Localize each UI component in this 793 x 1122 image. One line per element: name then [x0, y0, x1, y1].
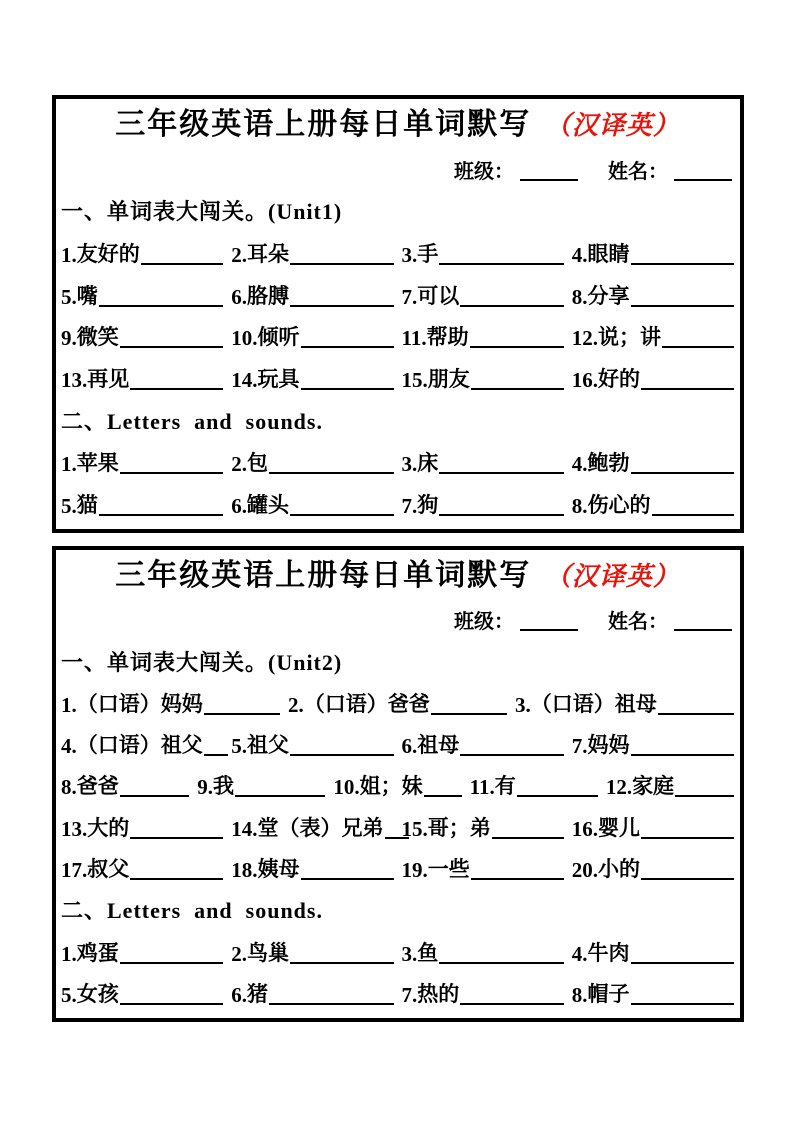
word-item	[61, 853, 223, 883]
answer-blank	[641, 835, 734, 839]
class-label: 班级：	[454, 160, 514, 183]
word-item	[61, 978, 223, 1008]
word-item	[402, 321, 564, 351]
item-number: 1.	[61, 941, 77, 966]
word-item	[61, 321, 223, 351]
item-number: 2.	[288, 692, 304, 717]
item-label: 床	[417, 451, 439, 476]
item-number: 12.	[605, 775, 633, 800]
word-item	[231, 489, 393, 519]
item-number: 9.	[197, 775, 213, 800]
item-label: （口语）祖父	[76, 733, 203, 758]
item-number: 7.	[401, 493, 418, 518]
word-row	[61, 688, 734, 718]
word-item	[333, 770, 461, 800]
item-label: 帽子	[587, 981, 630, 1006]
item-label: 家庭	[632, 774, 675, 799]
item-label: 朋友	[427, 366, 470, 391]
item-label: 苹果	[76, 451, 119, 476]
word-item	[231, 729, 393, 759]
section-heading: 一、单词表大闯关。(Unit2)	[61, 649, 343, 675]
item-label: 伤心的	[587, 492, 651, 517]
answer-blank	[301, 344, 394, 348]
item-label: 一些	[427, 857, 470, 882]
item-number: 14.	[231, 816, 258, 841]
answer-blank	[631, 261, 735, 265]
item-label: 好的	[598, 366, 640, 391]
answer-blank	[301, 386, 394, 390]
answer-blank	[99, 512, 224, 516]
word-item	[61, 937, 223, 967]
item-label: 包	[247, 451, 268, 476]
word-item	[197, 770, 325, 800]
item-number: 5.	[61, 493, 77, 518]
word-item	[606, 770, 734, 800]
item-label: 祖母	[417, 733, 460, 758]
item-label: 罐头	[247, 492, 289, 517]
answer-blank	[631, 1001, 735, 1005]
worksheet-title-line	[61, 558, 734, 594]
word-item	[61, 489, 223, 519]
worksheet	[52, 546, 744, 1022]
word-item	[61, 729, 223, 759]
item-label: 眼睛	[587, 241, 630, 266]
word-item	[402, 853, 564, 883]
item-number: 6.	[401, 734, 418, 759]
item-label: 鱼	[417, 940, 439, 965]
class-label: 班级：	[454, 611, 514, 634]
answer-blank	[130, 386, 223, 390]
item-number: 3.	[401, 941, 418, 966]
word-item	[402, 280, 564, 310]
item-label: 友好的	[76, 241, 140, 266]
answer-blank	[631, 470, 735, 474]
word-item	[402, 729, 564, 759]
item-label: （口语）祖母	[530, 691, 657, 716]
answer-blank	[439, 960, 564, 964]
item-number: 6.	[231, 982, 247, 1007]
word-item	[402, 447, 564, 477]
item-number: 4.	[571, 452, 588, 477]
answer-blank	[120, 1001, 224, 1005]
word-item	[572, 978, 734, 1008]
section-heading: 二、Letters and sounds.	[61, 408, 323, 434]
word-item	[61, 770, 189, 800]
item-number: 10.	[231, 326, 258, 351]
item-number: 2.	[231, 452, 247, 477]
item-label: 微笑	[76, 325, 119, 350]
name-label: 姓名：	[608, 160, 668, 183]
answer-blank	[120, 470, 224, 474]
item-label: 婴儿	[598, 815, 640, 840]
item-number: 16.	[571, 367, 598, 392]
word-item	[402, 363, 564, 393]
word-item	[572, 363, 734, 393]
word-item	[231, 853, 393, 883]
item-number: 3.	[401, 242, 418, 267]
word-item	[402, 489, 564, 519]
item-label: 哥；弟	[427, 815, 491, 840]
item-label: 耳朵	[247, 241, 289, 266]
answer-blank	[662, 344, 734, 348]
word-item	[231, 978, 393, 1008]
worksheet-title: 三年级英语上册每日单词默写	[115, 108, 532, 141]
answer-blank	[424, 793, 462, 797]
word-item	[231, 280, 393, 310]
item-label: 鸡蛋	[76, 940, 119, 965]
item-label: 大的	[87, 815, 130, 840]
word-item	[61, 447, 223, 477]
word-item	[402, 238, 564, 268]
item-label: 爸爸	[76, 774, 119, 799]
word-row	[61, 363, 734, 393]
word-item	[61, 363, 223, 393]
item-label: 可以	[417, 283, 460, 308]
section-heading: 二、Letters and sounds.	[61, 898, 323, 924]
item-label: （口语）妈妈	[76, 691, 203, 716]
word-row	[61, 853, 734, 883]
item-label: 堂（表）兄弟	[257, 815, 384, 840]
worksheet	[52, 95, 744, 533]
word-item	[231, 321, 393, 351]
answer-blank	[120, 344, 224, 348]
answer-blank	[652, 512, 735, 516]
word-item	[61, 280, 223, 310]
item-label: 倾听	[257, 325, 300, 350]
answer-blank	[141, 261, 224, 265]
item-number: 16.	[571, 816, 598, 841]
answer-blank	[290, 512, 394, 516]
answer-blank	[130, 876, 223, 880]
word-item	[572, 853, 734, 883]
word-row	[61, 812, 734, 842]
answer-blank	[204, 752, 228, 756]
item-number: 3.	[401, 452, 418, 477]
item-number: 3.	[515, 692, 531, 717]
word-item	[61, 812, 223, 842]
item-label: 胳膊	[247, 283, 289, 308]
word-row	[61, 937, 734, 967]
item-number: 6.	[231, 493, 247, 518]
item-label: 嘴	[76, 283, 98, 308]
answer-blank	[641, 386, 734, 390]
word-item	[572, 489, 734, 519]
item-number: 15.	[401, 816, 428, 841]
answer-blank	[290, 303, 394, 307]
name-label: 姓名：	[608, 611, 668, 634]
word-row	[61, 321, 734, 351]
item-number: 18.	[231, 858, 258, 883]
item-number: 11.	[401, 326, 427, 351]
name-blank	[674, 177, 732, 181]
word-item	[572, 321, 734, 351]
item-number: 7.	[571, 734, 588, 759]
item-number: 7.	[401, 284, 418, 309]
answer-blank	[471, 876, 564, 880]
answer-blank	[658, 711, 734, 715]
item-number: 8.	[61, 775, 77, 800]
class-blank	[520, 627, 578, 631]
answer-blank	[492, 835, 564, 839]
class-blank	[520, 177, 578, 181]
worksheet-subtitle: （汉译英）	[544, 562, 680, 591]
item-number: 5.	[61, 982, 77, 1007]
item-label: （口语）爸爸	[303, 691, 430, 716]
word-item	[231, 812, 393, 842]
section-heading: 一、单词表大闯关。(Unit1)	[61, 199, 343, 225]
answer-blank	[99, 303, 224, 307]
item-number: 1.	[61, 242, 77, 267]
answer-blank	[431, 711, 507, 715]
item-number: 1.	[61, 692, 77, 717]
student-fields-line	[61, 155, 734, 184]
item-number: 8.	[571, 284, 588, 309]
answer-blank	[269, 1001, 394, 1005]
item-label: 妈妈	[587, 733, 630, 758]
item-number: 4.	[571, 941, 588, 966]
word-item	[402, 937, 564, 967]
item-number: 15.	[401, 367, 428, 392]
word-row	[61, 280, 734, 310]
item-number: 4.	[61, 734, 77, 759]
item-label: 姨母	[257, 857, 300, 882]
name-blank	[674, 627, 732, 631]
answer-blank	[439, 261, 564, 265]
answer-blank	[471, 386, 564, 390]
answer-blank	[631, 303, 735, 307]
item-number: 5.	[231, 734, 247, 759]
item-number: 8.	[571, 493, 588, 518]
item-label: 帮助	[426, 325, 469, 350]
answer-blank	[641, 876, 734, 880]
item-label: 有	[494, 774, 516, 799]
word-row	[61, 447, 734, 477]
worksheet-title-line	[61, 107, 734, 143]
item-number: 9.	[61, 326, 77, 351]
item-label: 姐；妹	[359, 774, 423, 799]
item-number: 14.	[231, 367, 258, 392]
answer-blank	[460, 752, 564, 756]
item-label: 再见	[87, 366, 130, 391]
answer-blank	[460, 303, 564, 307]
item-label: 玩具	[257, 366, 300, 391]
word-item	[231, 937, 393, 967]
item-number: 1.	[61, 452, 77, 477]
word-item	[402, 978, 564, 1008]
item-number: 8.	[571, 982, 588, 1007]
item-number: 20.	[571, 858, 598, 883]
word-item	[572, 729, 734, 759]
answer-blank	[631, 960, 735, 964]
item-number: 13.	[61, 816, 88, 841]
word-row	[61, 238, 734, 268]
answer-blank	[460, 1001, 564, 1005]
word-item	[572, 447, 734, 477]
word-item	[288, 688, 507, 718]
word-item	[231, 238, 393, 268]
student-fields-line	[61, 605, 734, 634]
answer-blank	[301, 876, 394, 880]
item-label: 小的	[598, 857, 640, 882]
word-row	[61, 770, 734, 800]
item-number: 12.	[571, 326, 598, 351]
word-item	[470, 770, 598, 800]
item-number: 2.	[231, 242, 247, 267]
word-item	[572, 812, 734, 842]
word-item	[572, 937, 734, 967]
item-number: 2.	[231, 941, 247, 966]
item-label: 猫	[76, 492, 98, 517]
item-label: 祖父	[247, 733, 289, 758]
answer-blank	[675, 793, 734, 797]
answer-blank	[439, 470, 564, 474]
item-label: 女孩	[76, 981, 119, 1006]
answer-blank	[204, 711, 280, 715]
answer-blank	[290, 960, 394, 964]
answer-blank	[470, 344, 564, 348]
item-label: 猪	[247, 981, 268, 1006]
word-item	[231, 363, 393, 393]
item-label: 说；讲	[598, 325, 661, 350]
item-label: 鲍勃	[587, 451, 630, 476]
answer-blank	[290, 752, 394, 756]
worksheet-title: 三年级英语上册每日单词默写	[115, 559, 532, 592]
item-number: 17.	[61, 858, 88, 883]
worksheet-subtitle: （汉译英）	[544, 111, 680, 140]
word-item	[61, 238, 223, 268]
item-label: 叔父	[87, 857, 130, 882]
answer-blank	[269, 470, 394, 474]
item-label: 鸟巢	[247, 940, 289, 965]
answer-blank	[130, 835, 223, 839]
word-item	[515, 688, 734, 718]
word-item	[572, 280, 734, 310]
answer-blank	[517, 793, 598, 797]
answer-blank	[290, 261, 394, 265]
item-number: 5.	[61, 284, 77, 309]
item-label: 我	[212, 774, 234, 799]
word-row	[61, 489, 734, 519]
item-label: 牛肉	[587, 940, 630, 965]
item-number: 11.	[469, 775, 495, 800]
item-number: 19.	[401, 858, 428, 883]
word-item	[231, 447, 393, 477]
item-number: 6.	[231, 284, 247, 309]
answer-blank	[235, 793, 325, 797]
word-item	[402, 812, 564, 842]
item-label: 分享	[587, 283, 630, 308]
item-label: 狗	[417, 492, 439, 517]
item-number: 7.	[401, 982, 418, 1007]
item-number: 13.	[61, 367, 88, 392]
word-row	[61, 978, 734, 1008]
item-number: 10.	[333, 775, 360, 800]
item-label: 手	[417, 241, 439, 266]
answer-blank	[631, 752, 735, 756]
answer-blank	[439, 512, 564, 516]
answer-blank	[120, 793, 189, 797]
answer-blank	[120, 960, 224, 964]
item-number: 4.	[571, 242, 588, 267]
word-item	[572, 238, 734, 268]
word-row	[61, 729, 734, 759]
item-label: 热的	[417, 981, 460, 1006]
word-item	[61, 688, 280, 718]
